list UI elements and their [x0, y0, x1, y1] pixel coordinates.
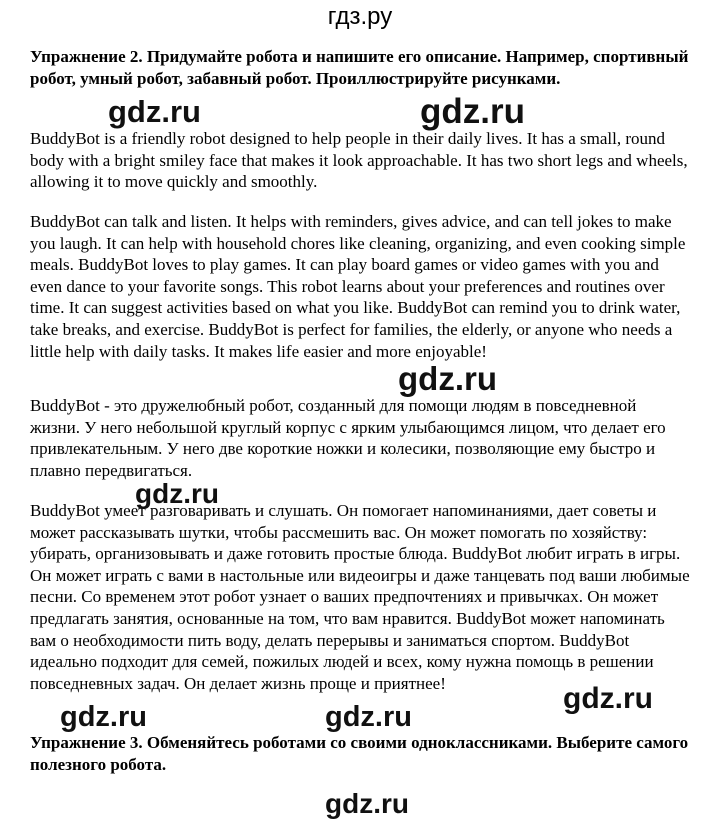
exercise-2-title: Упражнение 2. Придумайте робота и напишите его описание. Например, спортивный робот, умный робот, забавный робот. Проиллюстрируйте рисунками. [30, 47, 689, 88]
watermark: gdz.ru [563, 682, 653, 715]
watermark: gdz.ru [108, 94, 201, 129]
watermark: gdz.ru [135, 478, 219, 509]
russian-paragraph-1: BuddyBot - это дружелюбный робот, созданный для помощи людям в повседневной жизни. У него небольшой круглый корпус с ярким улыбающимся лицом, что делает его привлекательным. У него две короткие ножки и колесики, позволяющие ему быстро и плавно передвигаться. [30, 396, 666, 480]
russian-paragraph-2: BuddyBot умеет разговаривать и слушать. Он помогает напоминаниями, дает советы и может рассказывать шутки, чтобы рассмешить вас. Он может помогать по хозяйству: убирать, организовывать и даже готовить простые блюда. BuddyBot любит играть в игры. Он может играть с вами в настольные или видеоигры и даже танцевать под ваши любимые песни. Со временем этот робот узнает о ваших предпочтениях и привычках. Он может предлагать занятия, основанные на том, что вам нравится. BuddyBot может напоминать вам о необходимости пить воду, делать перерывы и заниматься спортом. BuddyBot идеально подходит для семей, пожилых людей и всех, кому нужна помощь в решении повседневных задач. Он делает жизнь проще и приятнее! [30, 501, 690, 693]
site-header: гдз.ру [327, 3, 393, 30]
english-paragraph-1: BuddyBot is a friendly robot designed to help people in their daily lives. It has a small, round body with a bright smiley face that makes it look approachable. It has two short legs and wheels, allowing it to move quickly and smoothly. [30, 129, 688, 192]
watermark: gdz.ru [60, 701, 147, 733]
watermark: gdz.ru [325, 701, 412, 733]
watermark: gdz.ru [420, 92, 525, 131]
watermark: gdz.ru [325, 788, 409, 819]
watermark: gdz.ru [398, 360, 497, 397]
english-paragraph-2: BuddyBot can talk and listen. It helps with reminders, gives advice, and can tell jokes to make you laugh. It can help with household chores like cleaning, organizing, and even cooking simple meals. BuddyBot loves to play games. It can play board games or video games with you and even dance to your favorite songs. This robot learns about your preferences and routines over time. It can suggest activities based on what you like. BuddyBot can remind you to drink water, take breaks, and exercise. BuddyBot is perfect for families, the elderly, or anyone who needs a little help with daily tasks. It makes life easier and more enjoyable! [30, 212, 686, 361]
exercise-3-title: Упражнение 3. Обменяйтесь роботами со своими одноклассниками. Выберите самого полезного робота. [30, 733, 689, 774]
